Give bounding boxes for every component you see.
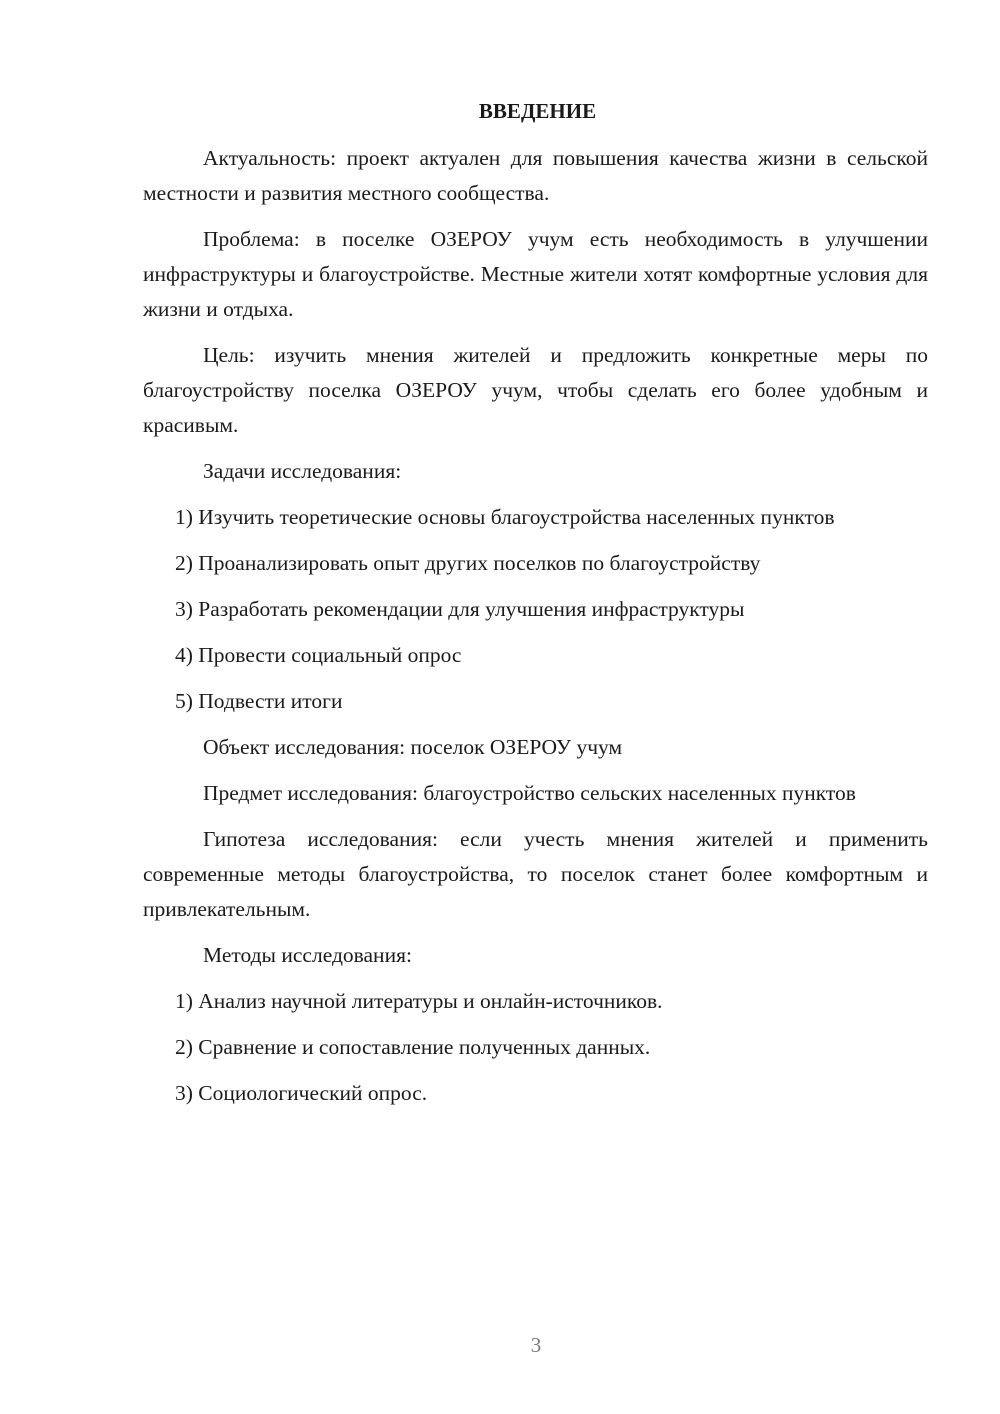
goal-paragraph: Цель: изучить мнения жителей и предложить конкретные меры по благоустройству поселка ОЗЕРОУ учум, чтобы сделать его более удобным и красивым. — [143, 343, 928, 437]
task-item: 2) Проанализировать опыт других поселков по благоустройству — [175, 551, 761, 575]
methods-heading: Методы исследования: — [203, 943, 412, 967]
method-item: 1) Анализ научной литературы и онлайн-источников. — [175, 989, 663, 1013]
tasks-heading: Задачи исследования: — [203, 459, 402, 483]
relevance-paragraph: Актуальность: проект актуален для повышения качества жизни в сельской местности и развития местного сообщества. — [143, 146, 928, 205]
method-item: 2) Сравнение и сопоставление полученных данных. — [175, 1035, 651, 1059]
document-page — [143, 96, 928, 1122]
problem-paragraph: Проблема: в поселке ОЗЕРОУ учум есть необходимость в улучшении инфраструктуры и благоустройстве. Местные жители хотят комфортные условия для жизни и отдыха. — [143, 227, 928, 321]
task-item: 3) Разработать рекомендации для улучшения инфраструктуры — [175, 597, 745, 621]
page-number: 3 — [530, 1333, 542, 1357]
section-title: ВВЕДЕНИЕ — [478, 99, 597, 123]
task-item: 4) Провести социальный опрос — [175, 643, 462, 667]
hypothesis-paragraph: Гипотеза исследования: если учесть мнения жителей и применить современные методы благоустройства, то поселок станет более комфортным и привлекательным. — [143, 827, 928, 921]
task-item: 5) Подвести итоги — [175, 689, 343, 713]
method-item: 3) Социологический опрос. — [175, 1081, 428, 1105]
task-item: 1) Изучить теоретические основы благоустройства населенных пунктов — [175, 505, 835, 529]
subject-paragraph: Предмет исследования: благоустройство сельских населенных пунктов — [203, 781, 856, 805]
object-paragraph: Объект исследования: поселок ОЗЕРОУ учум — [203, 735, 623, 759]
